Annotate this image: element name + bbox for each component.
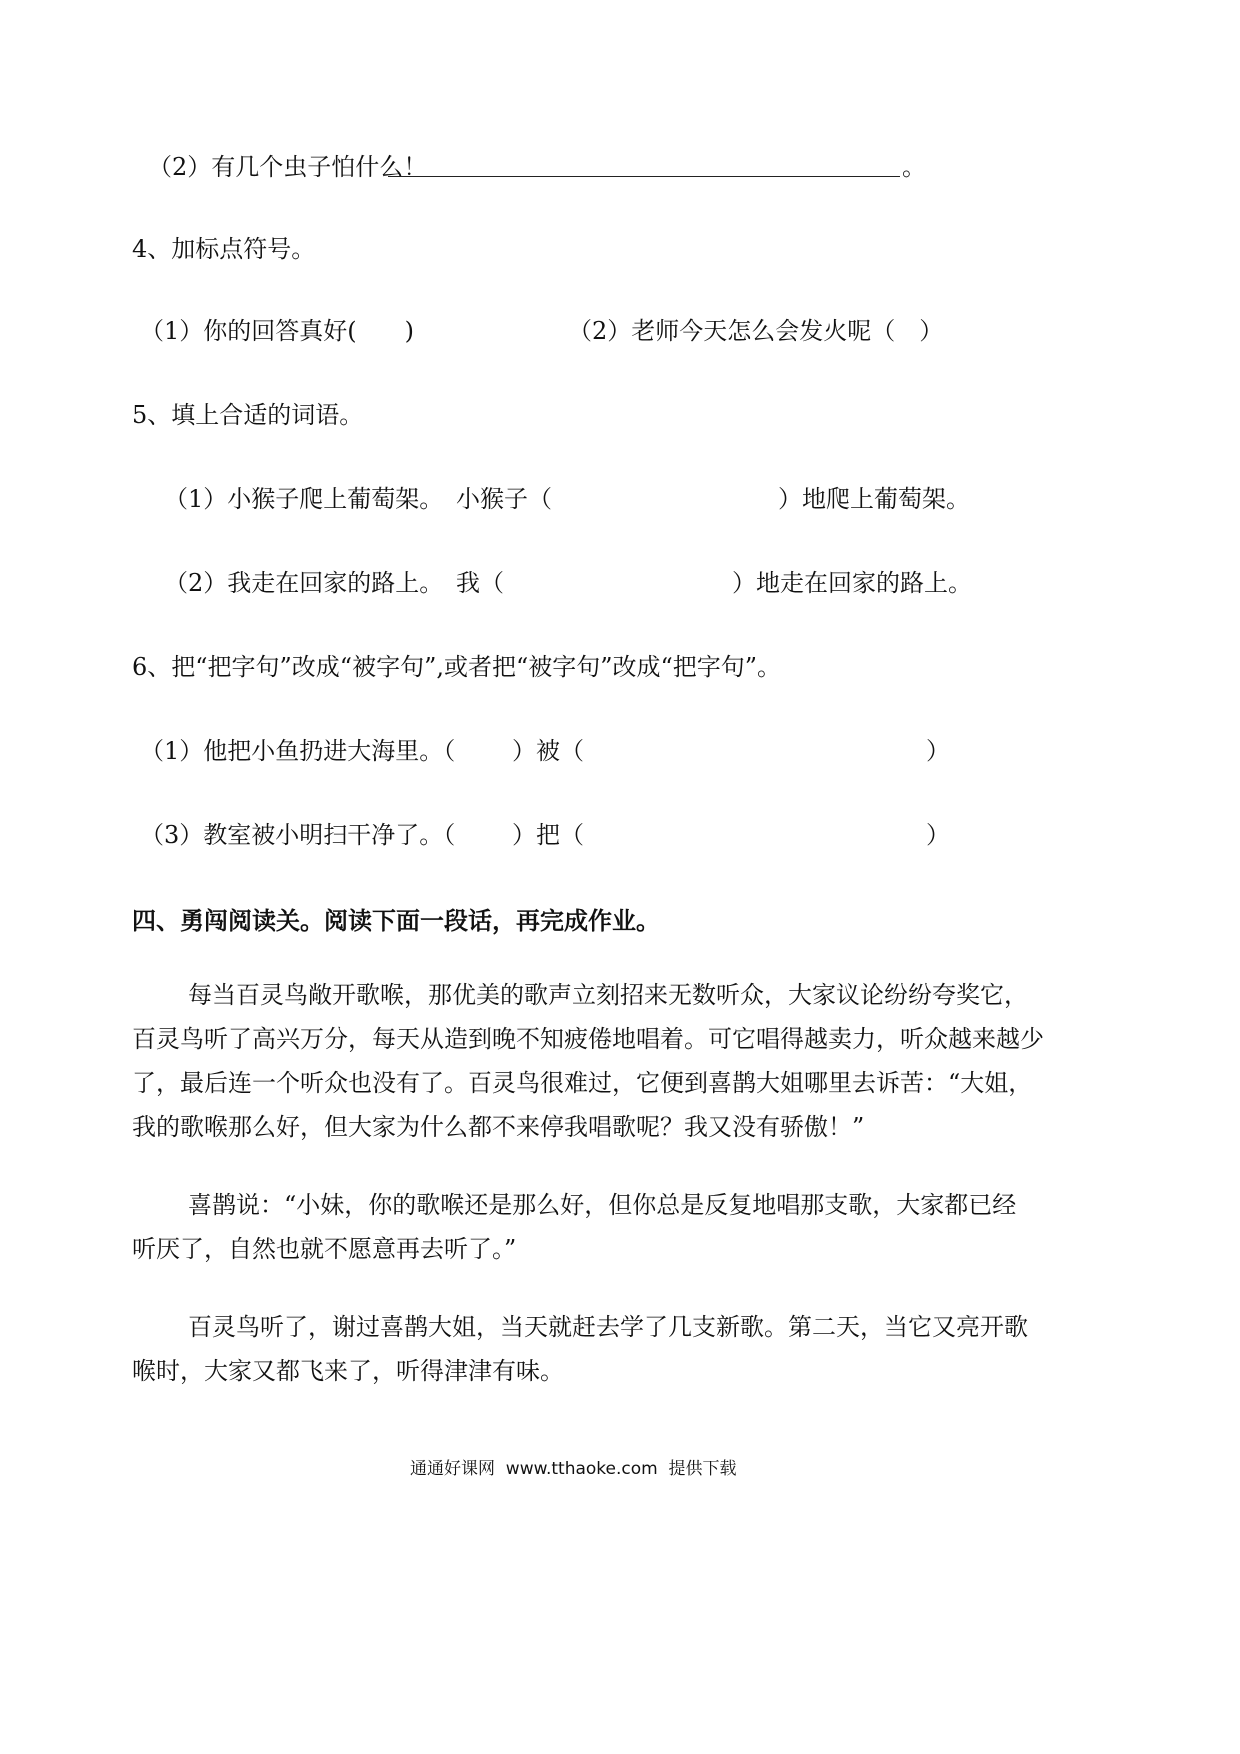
passage-p3-line1: 百灵鸟听了，谢过喜鹊大姐，当天就赶去学了几支新歌。第二天，当它又亮开歌	[188, 1313, 1028, 1341]
q6-title: 6、把“把字句”改成“被字句”,或者把“被字句”改成“把字句”。	[132, 653, 782, 681]
q4-item2: （2）老师今天怎么会发火呢（ ）	[568, 317, 944, 345]
q5-item1-sentence: （1）小猴子爬上葡萄架。	[164, 485, 444, 513]
q5-item1-suffix: ）地爬上葡萄架。	[778, 485, 970, 513]
q5-title: 5、填上合适的词语。	[132, 401, 364, 429]
footer-text: 通通好课网 www.tthaoke.com 提供下载	[410, 1459, 737, 1479]
q3-item2-end: 。	[902, 153, 926, 181]
passage-p2-line1: 喜鹊说：“小妹，你的歌喉还是那么好，但你总是反复地唱那支歌，大家都已经	[188, 1191, 1017, 1219]
q5-item2-sentence: （2）我走在回家的路上。	[164, 569, 444, 597]
passage-p2-line2: 听厌了，自然也就不愿意再去听了。”	[132, 1235, 517, 1263]
q4-title: 4、加标点符号。	[132, 235, 316, 263]
q6-item1-end: ）	[926, 737, 950, 765]
q3-item2-text: （2）有几个虫子怕什么！	[148, 153, 428, 181]
q6-item1-mid: ）被（	[512, 737, 584, 765]
q6-item3-mid: ）把（	[512, 821, 584, 849]
passage-p1-line4: 我的歌喉那么好，但大家为什么都不来停我唱歌呢？我又没有骄傲！”	[132, 1113, 865, 1141]
q5-item2-suffix: ）地走在回家的路上。	[732, 569, 972, 597]
q5-item2-prefix: 我（	[456, 569, 504, 597]
q6-item3-end: ）	[926, 821, 950, 849]
q6-item1-text: （1）他把小鱼扔进大海里。（	[140, 737, 456, 765]
passage-p1-line3: 了，最后连一个听众也没有了。百灵鸟很难过，它便到喜鹊大姐哪里去诉苦：“大姐，	[132, 1069, 1033, 1097]
q6-item3-text: （3）教室被小明扫干净了。（	[140, 821, 456, 849]
q3-item2-answer-line[interactable]	[388, 176, 900, 177]
q5-item1-prefix: 小猴子（	[456, 485, 552, 513]
passage-p1-line1: 每当百灵鸟敞开歌喉，那优美的歌声立刻招来无数听众，大家议论纷纷夸奖它，	[188, 981, 1028, 1009]
q4-item1: （1）你的回答真好( )	[140, 317, 414, 345]
passage-p1-line2: 百灵鸟听了高兴万分，每天从造到晚不知疲倦地唱着。可它唱得越卖力，听众越来越少	[132, 1025, 1044, 1053]
section4-heading: 四、勇闯阅读关。阅读下面一段话，再完成作业。	[132, 907, 660, 935]
passage-p3-line2: 喉时，大家又都飞来了，听得津津有味。	[132, 1357, 564, 1385]
